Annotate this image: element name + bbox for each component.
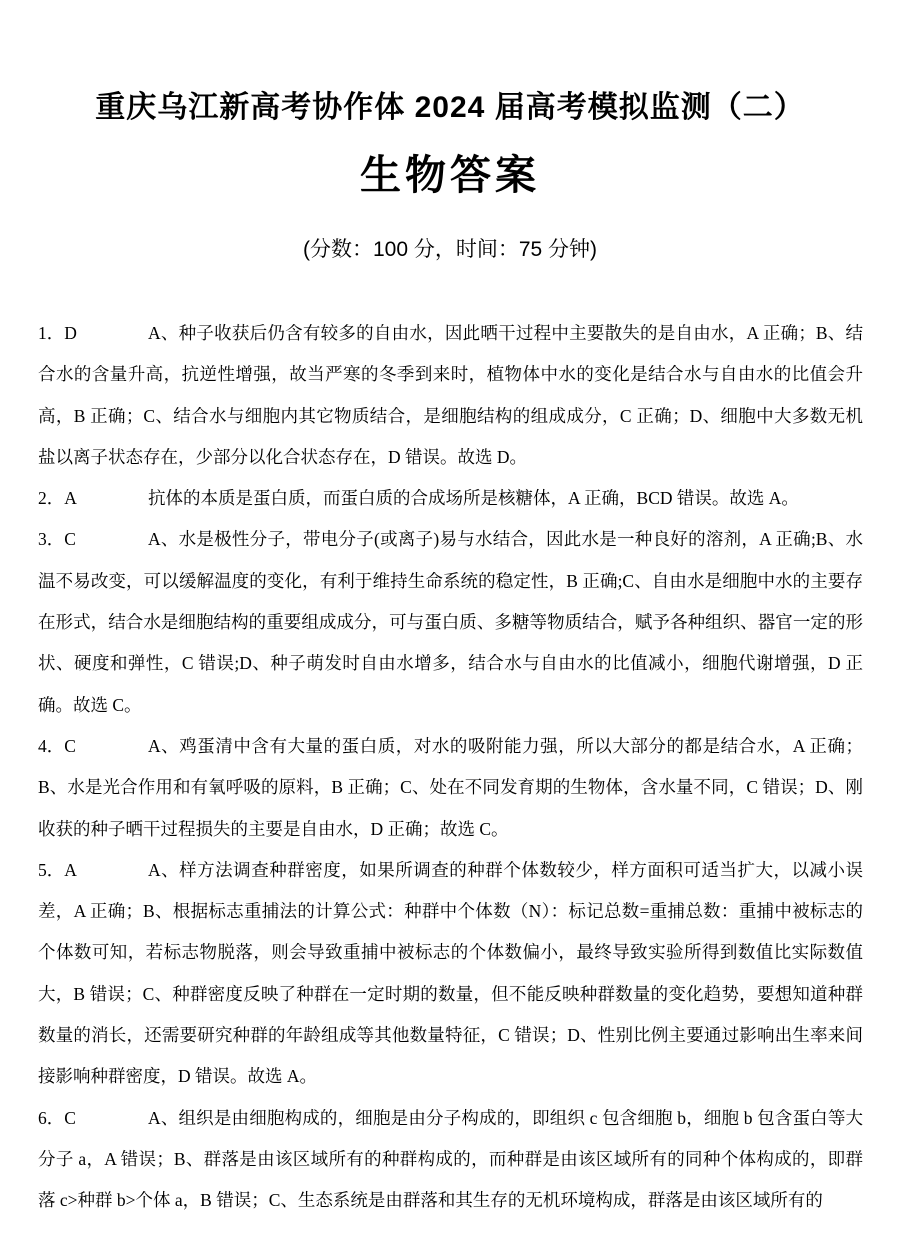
answer-explanation-1: A、种子收获后仍含有较多的自由水，因此晒干过程中主要散失的是自由水，A 正确；B、结合水的含量升高，抗逆性增强，故当严寒的冬季到来时，植物体中水的变化是结合水与自由水的比值会升高，B 正确；C、结合水与细胞内其它物质结合，是细胞结构的组成成分，C 正确；D、细胞中大多数无机盐以离子状态存在，少部分以化合状态存在，D 错误。故选 D。 <box>38 323 863 467</box>
answer-item-5 <box>38 850 863 1098</box>
answer-explanation-4: A、鸡蛋清中含有大量的蛋白质，对水的吸附能力强，所以大部分的都是结合水，A 正确；B、水是光合作用和有氧呼吸的原料，B 正确；C、处在不同发育期的生物体，含水量不同，C 错误；D、刚收获的种子晒干过程损失的主要是自由水，D 正确；故选 C。 <box>38 735 863 839</box>
answer-label-3: 3．C <box>38 529 76 550</box>
answer-explanation-5: A、样方法调查种群密度，如果所调查的种群个体数较少，样方面积可适当扩大，以减小误差，A 正确；B、根据标志重捕法的计算公式：种群中个体数（N）：标记总数=重捕总数：重捕中被标志的个体数可知，若标志物脱落，则会导致重捕中被标志的个体数偏小，最终导致实验所得到数值比实际数值大，B 错误；C、种群密度反映了种群在一定时期的数量，但不能反映种群数量的变化趋势，要想知道种群数量的消长，还需要研究种群的年龄组成等其他数量特征，C 错误；D、性别比例主要通过影响出生率来间接影响种群密度，D 错误。故选 A。 <box>38 859 863 1087</box>
answer-item-3 <box>38 519 863 725</box>
document-subtitle: 生物答案 <box>360 152 540 198</box>
answer-item-1 <box>38 313 863 478</box>
answer-label-2: 2．A <box>38 488 77 509</box>
answer-label-4: 4．C <box>38 735 76 756</box>
answer-label-1: 1．D <box>38 323 77 343</box>
answer-explanation-3: A、水是极性分子，带电分子(或离子)易与水结合，因此水是一种良好的溶剂，A 正确;B、水温不易改变，可以缓解温度的变化，有利于维持生命系统的稳定性，B 正确;C、自由水是细胞中水的主要存在形式，结合水是细胞结构的重要组成成分，可与蛋白质、多糖等物质结合，赋予各种组织、器官一定的形状、硬度和弹性，C 错误;D、种子萌发时自由水增多，结合水与自由水的比值减小，细胞代谢增强，D 正确。故选 C。 <box>38 529 863 715</box>
answer-label-5: 5．A <box>38 859 77 880</box>
document-title: 重庆乌江新高考协作体 2024 届高考模拟监测（二） <box>95 91 805 124</box>
score-time-info: (分数：100 分，时间：75 分钟) <box>302 238 598 261</box>
answer-explanation-2: 抗体的本质是蛋白质，而蛋白质的合成场所是核糖体，A 正确，BCD 错误。故选 A。 <box>148 488 799 509</box>
answer-label-6: 6．C <box>38 1107 76 1128</box>
answer-item-6 <box>38 1098 863 1222</box>
answers-section <box>38 313 863 1222</box>
answer-item-2 <box>38 478 863 519</box>
answer-explanation-6: A、组织是由细胞构成的，细胞是由分子构成的，即组织 c 包含细胞 b，细胞 b 包含蛋白等大分子 a，A 错误；B、群落是由该区域所有的种群构成的，而种群是由该区域所有的同种个体构成的，即群落 c>种群 b>个体 a，B 错误；C、生态系统是由群落和其生存的无机环境构成，群落是由该区域所有的 <box>38 1107 863 1211</box>
answer-item-4 <box>38 726 863 850</box>
